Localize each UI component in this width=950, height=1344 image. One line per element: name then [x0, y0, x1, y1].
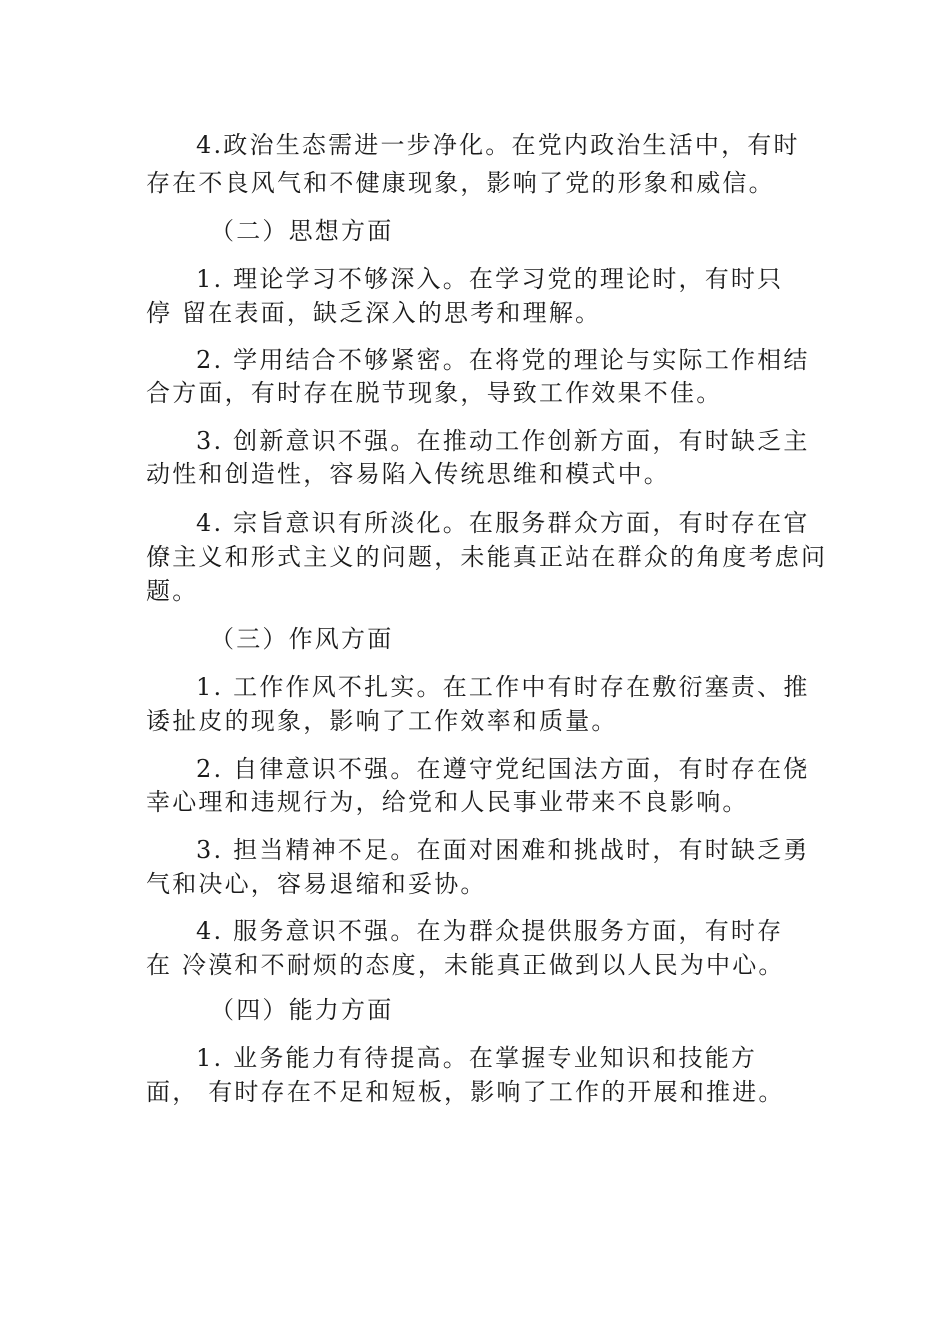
paragraph-line: 存在不良风气和不健康现象，影响了党的形象和威信。 — [146, 169, 775, 197]
paragraph-line: 3. 担当精神不足。在面对困难和挑战时，有时缺乏勇 — [196, 836, 810, 864]
paragraph-line: 3. 创新意识不强。在推动工作创新方面，有时缺乏主 — [196, 427, 810, 455]
paragraph-line: 1. 业务能力有待提高。在掌握专业知识和技能方 — [196, 1044, 758, 1072]
paragraph-line: 幸心理和违规行为，给党和人民事业带来不良影响。 — [146, 788, 749, 816]
paragraph-line: 2. 自律意识不强。在遵守党纪国法方面，有时存在侥 — [196, 755, 810, 783]
paragraph-line: 僚主义和形式主义的问题，未能真正站在群众的角度考虑问 — [146, 543, 828, 571]
section-heading: （四）能力方面 — [210, 996, 394, 1024]
paragraph-line: 4. 服务意识不强。在为群众提供服务方面，有时存 — [196, 917, 784, 945]
section-heading: （二）思想方面 — [210, 217, 394, 245]
paragraph-line: 动性和创造性，容易陷入传统思维和模式中。 — [146, 460, 670, 488]
paragraph-line: 面， 有时存在不足和短板，影响了工作的开展和推进。 — [146, 1078, 785, 1106]
paragraph-line: 4. 宗旨意识有所淡化。在服务群众方面，有时存在官 — [196, 509, 810, 537]
paragraph-line: 停 留在表面，缺乏深入的思考和理解。 — [146, 299, 602, 327]
paragraph-line: 1. 工作作风不扎实。在工作中有时存在敷衍塞责、推 — [196, 673, 810, 701]
paragraph-line: 题。 — [146, 577, 199, 605]
paragraph-line: 1. 理论学习不够深入。在学习党的理论时，有时只 — [196, 265, 784, 293]
paragraph-line: 合方面，有时存在脱节现象，导致工作效果不佳。 — [146, 379, 723, 407]
paragraph-line: 在 冷漠和不耐烦的态度，未能真正做到以人民为中心。 — [146, 951, 785, 979]
paragraph-line: 4.政治生态需进一步净化。在党内政治生活中，有时 — [196, 131, 800, 159]
section-heading: （三）作风方面 — [210, 625, 394, 653]
paragraph-line: 诿扯皮的现象，影响了工作效率和质量。 — [146, 707, 618, 735]
paragraph-line: 气和决心，容易退缩和妥协。 — [146, 870, 487, 898]
paragraph-line: 2. 学用结合不够紧密。在将党的理论与实际工作相结 — [196, 346, 810, 374]
